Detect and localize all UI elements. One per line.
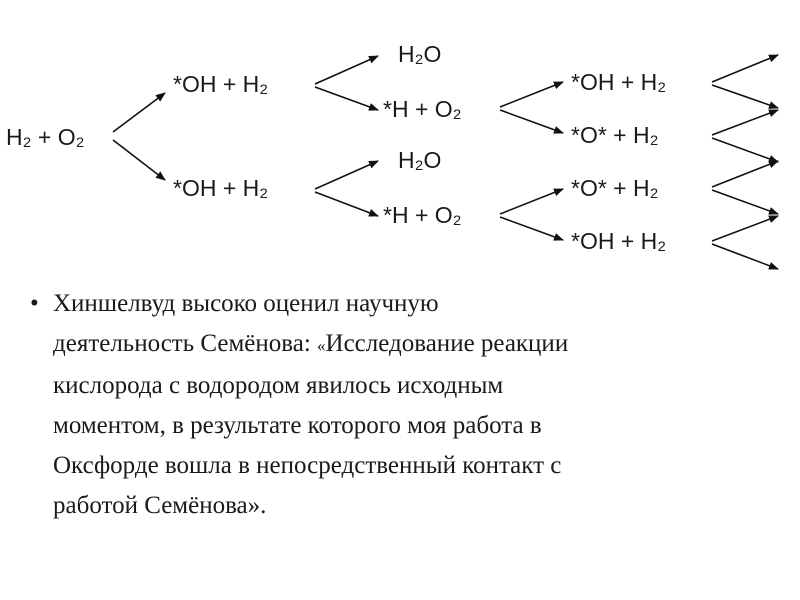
species-bottom-water: H₂O: [398, 147, 442, 173]
bullet-text: [53, 284, 790, 526]
species-bottom-oh: *OH + H₂: [173, 175, 269, 201]
arrow-final-1-down: [712, 85, 778, 108]
arrow-final-3-down: [712, 190, 778, 214]
arrow-bottom-to-h: [315, 192, 378, 216]
arrow-top-to-water: [315, 56, 378, 84]
bullet-symbol: •: [30, 290, 39, 317]
arrow-final-2-down: [712, 138, 778, 162]
arrow-bottom-h-to-o: [500, 189, 563, 214]
bullet-item: [30, 284, 790, 526]
arrow-final-1-up: [712, 55, 778, 82]
species-final-2: *O* + H₂: [571, 122, 659, 148]
bullet-line-3: кислорода с водородом явилось исходным: [53, 372, 504, 399]
opening-quote-mark: «: [317, 336, 326, 355]
arrow-start-down: [113, 140, 165, 180]
species-final-3: *O* + H₂: [571, 175, 659, 201]
arrow-top-to-h: [315, 87, 378, 110]
arrow-bottom-h-to-oh: [500, 217, 563, 240]
arrow-top-h-to-oh: [500, 82, 563, 107]
arrow-top-h-to-o: [500, 110, 563, 133]
arrow-final-4-up: [712, 216, 778, 241]
arrow-bottom-to-water: [315, 161, 378, 189]
arrow-final-3-up: [712, 161, 778, 187]
bullet-line-5: Оксфорде вошла в непосредственный контакт с: [53, 452, 562, 479]
species-final-1: *OH + H₂: [571, 69, 667, 95]
bullet-line-2a: деятельность Семёнова:: [53, 330, 311, 357]
chain-reaction-scheme: [0, 30, 800, 280]
species-top-water: H₂O: [398, 41, 442, 67]
species-top-oh: *OH + H₂: [173, 71, 269, 97]
species-start: H₂ + O₂: [6, 124, 85, 150]
species-top-h-o2: *H + O₂: [383, 96, 462, 122]
species-bottom-h-o2: *H + O₂: [383, 202, 462, 228]
bullet-line-1: Хиншелвуд высоко оценил научную: [53, 290, 439, 317]
species-final-4: *OH + H₂: [571, 228, 667, 254]
arrow-final-4-down: [712, 244, 778, 269]
arrow-final-2-up: [712, 110, 778, 135]
arrow-start-up: [113, 93, 165, 132]
bullet-line-4: моментом, в результате которого моя работа в: [53, 412, 542, 439]
bullet-line-6: работой Семёнова».: [53, 492, 267, 519]
bullet-line-2b: Исследование реакции: [325, 330, 569, 357]
